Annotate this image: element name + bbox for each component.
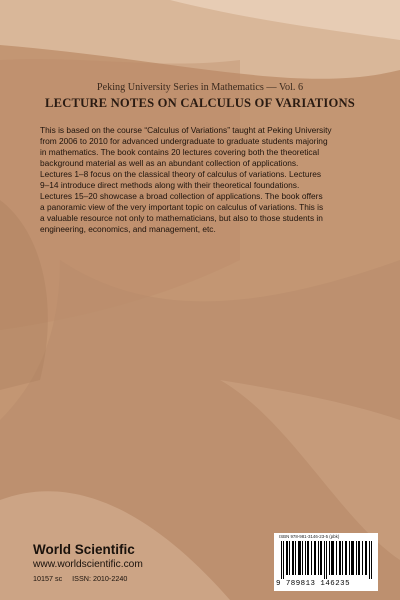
publisher-name: World Scientific [33, 542, 135, 557]
description-line: a panoramic view of the very important topic on calculus of variations. This is [40, 202, 324, 212]
issn-number: ISSN: 2010-2240 [72, 574, 128, 583]
description-line: 9–14 introduce direct methods along with their theoretical foundations. [40, 180, 300, 190]
description-line: in mathematics. The book contains 20 lectures covering both the theoretical [40, 147, 320, 157]
publisher-codes [33, 574, 127, 583]
description-line: This is based on the course “Calculus of Variations” taught at Peking University [40, 125, 332, 135]
barcode-digits: 9 789813 146235 [276, 580, 351, 588]
description-line: background material as well as an abundant collection of applications. [40, 158, 299, 168]
catalog-code: 10157 sc [33, 574, 63, 583]
description-line: a valuable resource not only to mathematicians, but also to those students in [40, 213, 323, 223]
book-title: LECTURE NOTES ON CALCULUS OF VARIATIONS [45, 96, 355, 110]
book-description [40, 125, 366, 235]
isbn-label: ISBN 978-981-3146-23-5 (pbk) [279, 534, 340, 539]
series-title: Peking University Series in Mathematics — Vol. 6 [96, 82, 304, 93]
description-line: engineering, economics, and management, etc. [40, 224, 216, 234]
publisher-website: www.worldscientific.com [33, 559, 143, 570]
description-line: from 2006 to 2010 for advanced undergraduate to graduate students majoring [40, 136, 328, 146]
barcode-icon [279, 541, 375, 579]
description-line: Lectures 1–8 focus on the classical theory of calculus of variations. Lectures [40, 169, 322, 179]
description-line: Lectures 15–20 showcase a broad collection of applications. The book offers [40, 191, 323, 201]
